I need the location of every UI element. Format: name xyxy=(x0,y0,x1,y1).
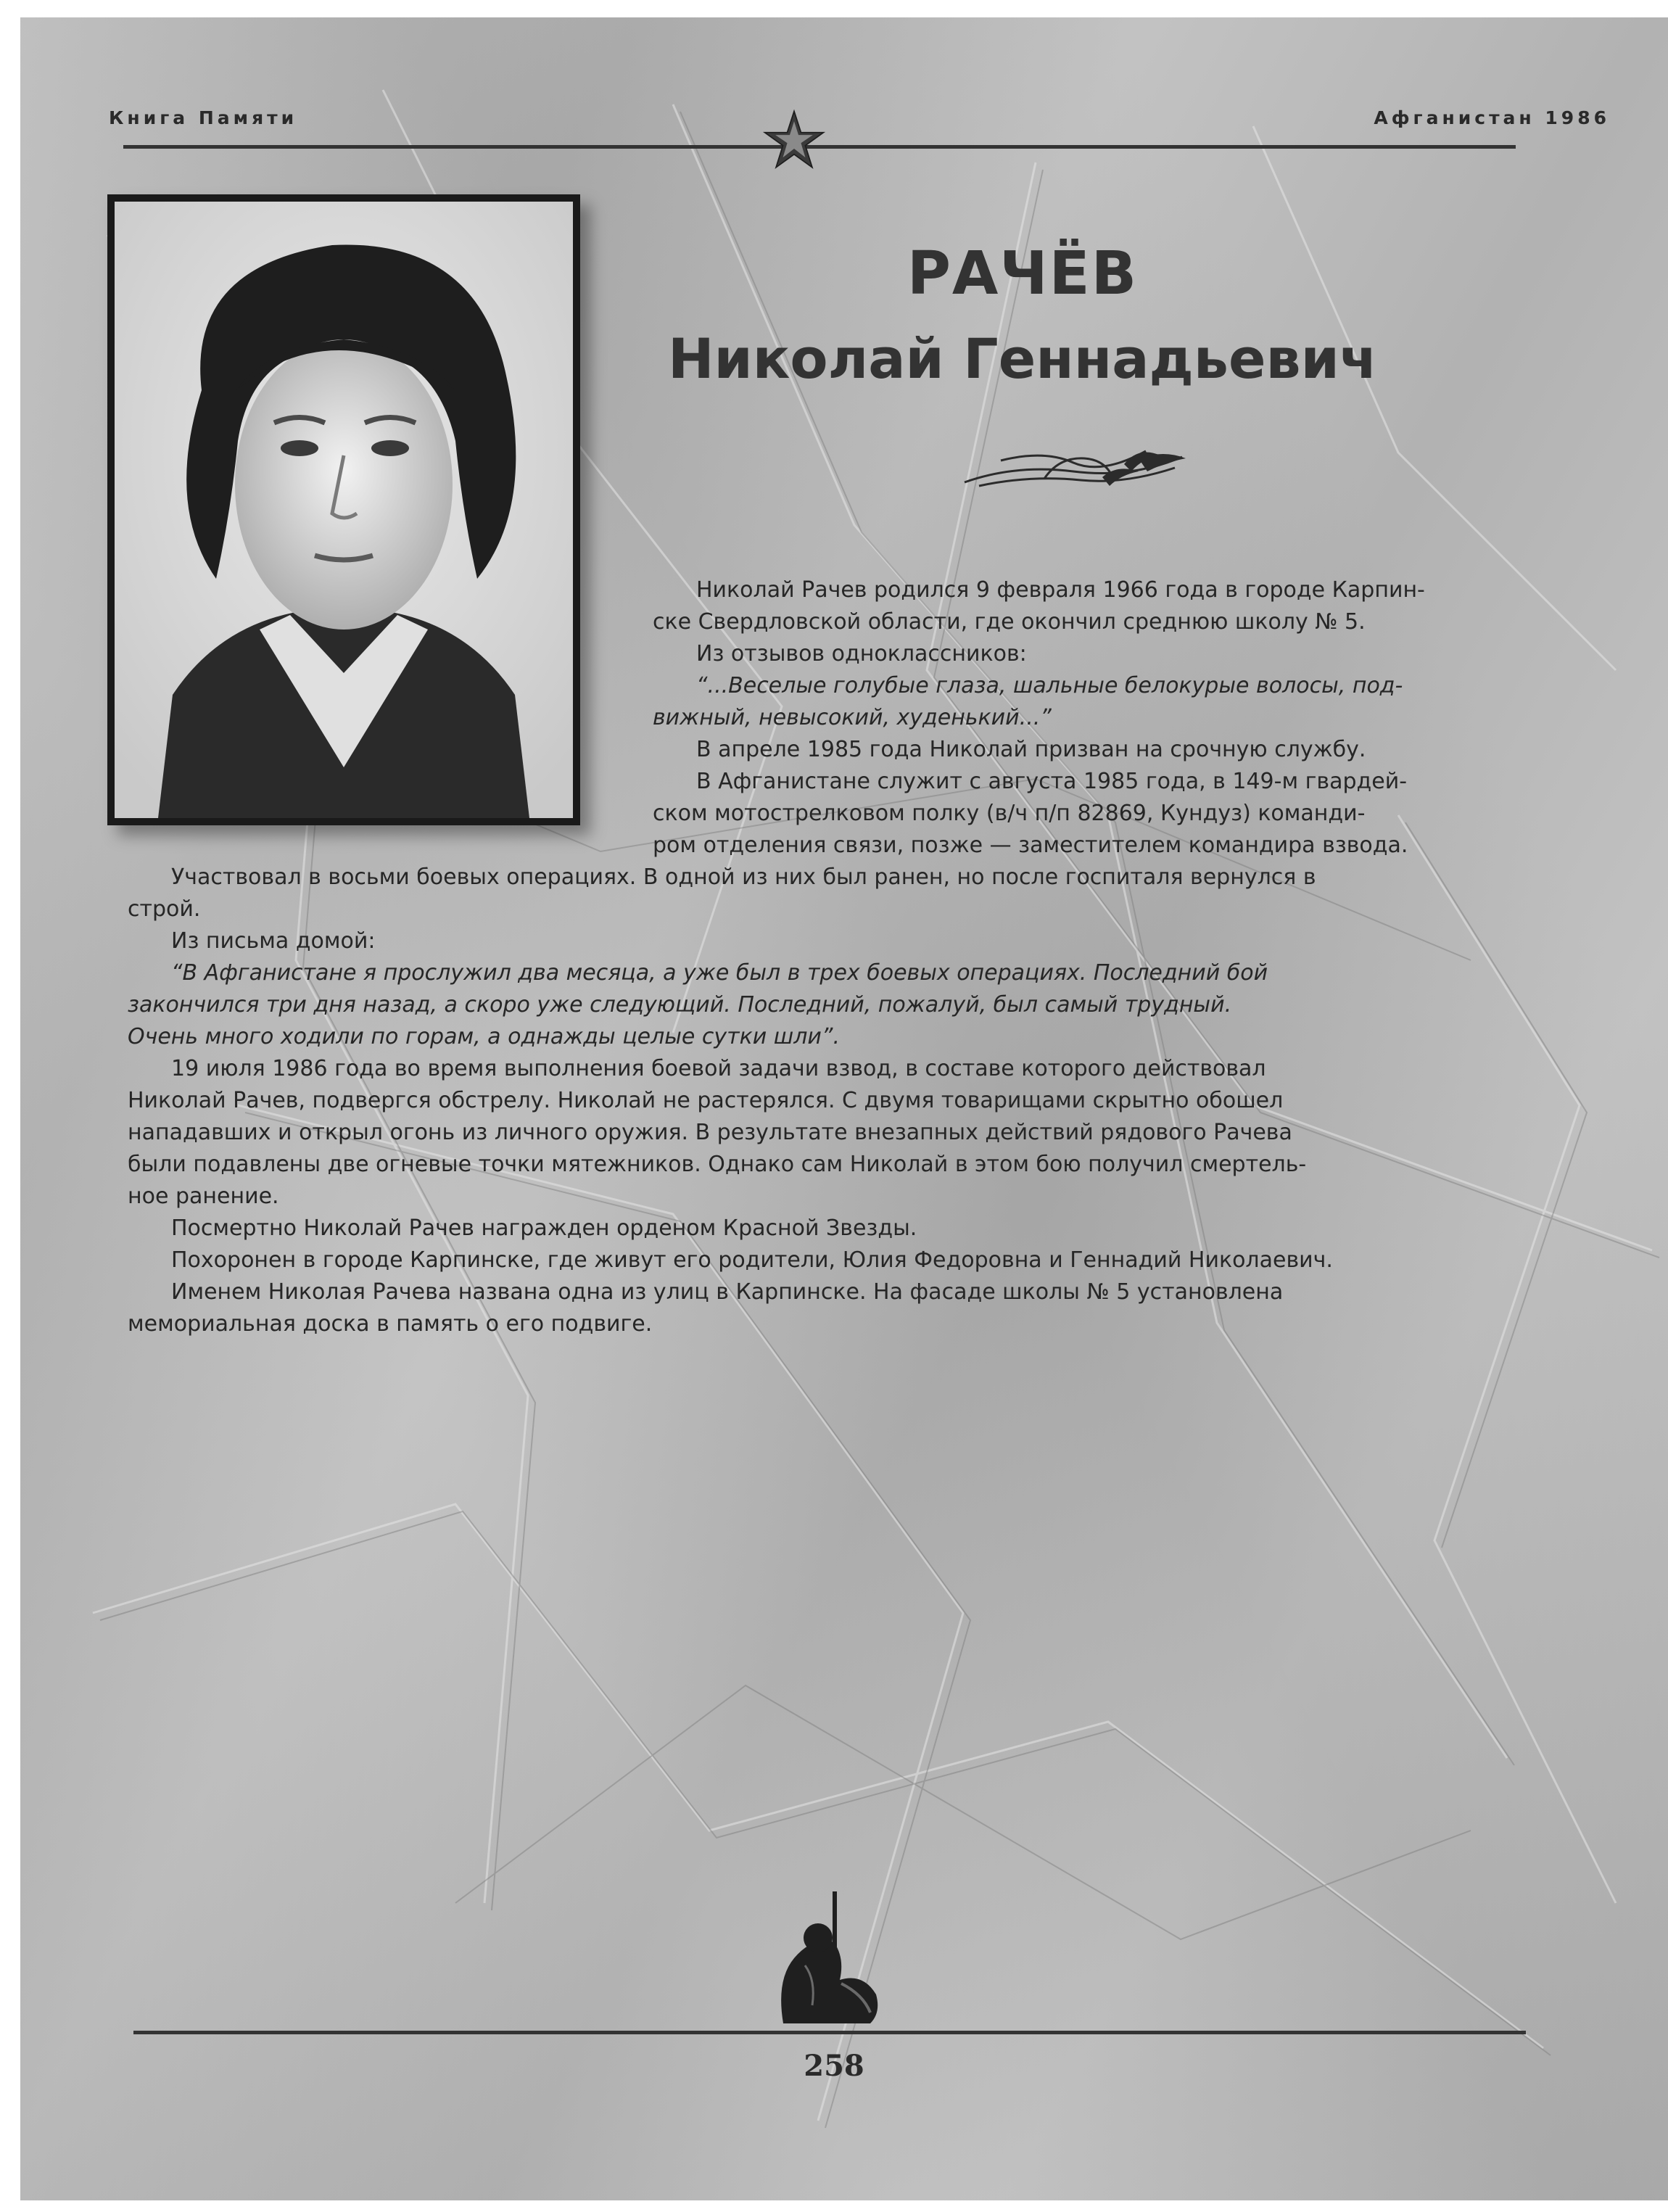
bio-line: закончился три дня назад, а скоро уже следующий. Последний, пожалуй, был самый трудный. xyxy=(128,992,1232,1018)
bio-line: Из отзывов одноклассников: xyxy=(696,641,1027,667)
bio-line: Из письма домой: xyxy=(171,928,376,954)
bio-line: ром отделения связи, позже — заместителем командира взвода. xyxy=(653,833,1408,858)
bio-line: мемориальная доска в память о его подвиге. xyxy=(128,1311,653,1337)
bio-line: “В Афганистане я прослужил два месяца, а уже был в трех боевых операциях. Последний бой xyxy=(171,960,1268,986)
bio-line: ске Свердловской области, где окончил среднюю школу № 5. xyxy=(653,609,1366,635)
portrait-photo xyxy=(115,202,573,818)
bio-line: нападавших и открыл огонь из личного оружия. В результате внезапных действий рядового Рачева xyxy=(128,1120,1292,1145)
bio-line: строй. xyxy=(128,896,201,922)
footer-rule xyxy=(133,2031,1526,2034)
bio-line: В апреле 1985 года Николай призван на срочную службу. xyxy=(696,737,1366,762)
header-section-title: Афганистан 1986 xyxy=(1374,107,1610,128)
bio-line: Участвовал в восьми боевых операциях. В одной из них был ранен, но после госпиталя вернулся в xyxy=(171,864,1316,890)
bio-line: Именем Николая Рачева названа одна из улиц в Карпинске. На фасаде школы № 5 установлена xyxy=(171,1279,1284,1305)
person-surname: РАЧЁВ xyxy=(907,239,1139,308)
bio-line: “...Веселые голубые глаза, шальные белокурые волосы, под- xyxy=(696,673,1403,698)
star-icon xyxy=(761,109,827,171)
bio-line: ное ранение. xyxy=(128,1184,279,1209)
bio-line: Похоронен в городе Карпинске, где живут его родители, Юлия Федоровна и Геннадий Николаевич. xyxy=(171,1247,1333,1273)
bio-line: ском мотострелковом полку (в/ч п/п 82869, Кундуз) команди- xyxy=(653,801,1366,826)
soldier-monument-icon xyxy=(754,1886,914,2031)
bio-line: В Афганистане служит с августа 1985 года, в 149-м гвардей- xyxy=(696,769,1408,794)
flourish-ornament-icon xyxy=(957,442,1189,495)
page-number: 258 xyxy=(804,2049,864,2083)
person-given-name: Николай Геннадьевич xyxy=(667,326,1378,391)
bio-line: Посмертно Николай Рачев награжден орденом Красной Звезды. xyxy=(171,1216,917,1241)
bio-line: 19 июля 1986 года во время выполнения боевой задачи взвод, в составе которого действовал xyxy=(171,1056,1266,1081)
bio-line: Николай Рачев, подвергся обстрелу. Николай не растерялся. С двумя товарищами скрытно обошел xyxy=(128,1088,1284,1113)
bio-line: были подавлены две огневые точки мятежников. Однако сам Николай в этом бою получил смертель- xyxy=(128,1152,1307,1177)
bio-line: Николай Рачев родился 9 февраля 1966 года в городе Карпин- xyxy=(696,577,1425,603)
bio-line: Очень много ходили по горам, а однажды целые сутки шли”. xyxy=(128,1024,841,1049)
header-book-title: Книга Памяти xyxy=(109,107,298,128)
portrait-frame xyxy=(107,194,580,825)
bio-line: вижный, невысокий, худенький...” xyxy=(653,705,1052,730)
